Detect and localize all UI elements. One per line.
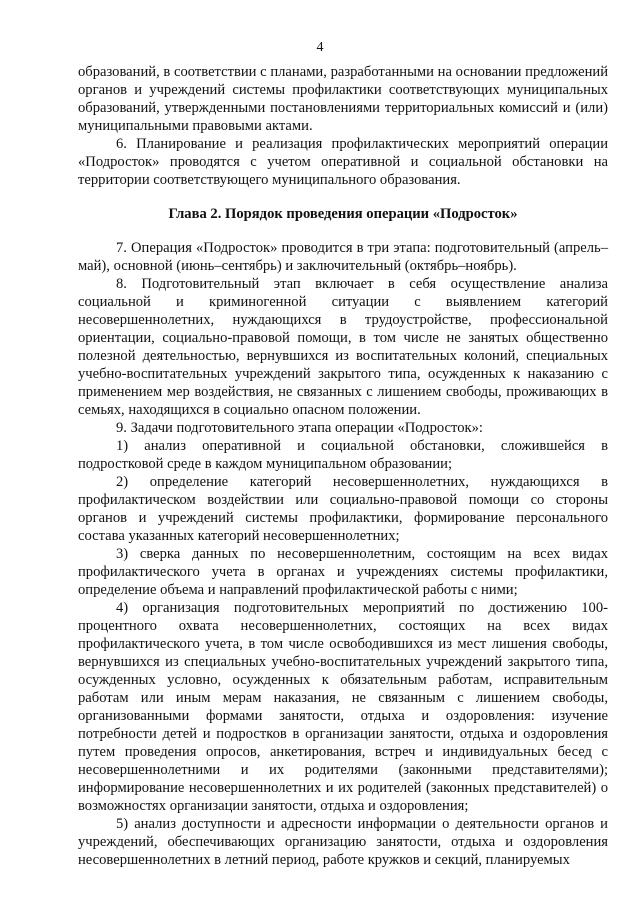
list-item-9-1: 1) анализ оперативной и социальной обстановки, сложившейся в подростковой среде в каждом муниципальном образовании; [78, 438, 608, 472]
chapter-title: Глава 2. Порядок проведения операции «Подросток» [168, 206, 518, 222]
list-item-9-2: 2) определение категорий несовершеннолетних, нуждающихся в профилактическом воздействии или социально-правовой помощи со стороны органов и учреждений системы профилактики, формирование персонального состава указанных категорий несовершеннолетних; [78, 474, 608, 544]
paragraph-9: 9. Задачи подготовительного этапа операции «Подросток»: [116, 420, 483, 436]
page-number: 4 [316, 40, 324, 55]
paragraph-continuation: образований, в соответствии с планами, разработанными на основании предложений органов и учреждений системы профилактики соответствующих муниципальных образований, утвержденными постановлениями территориальных комиссий и (или) муниципальными правовыми актами. [78, 64, 608, 134]
paragraph-8: 8. Подготовительный этап включает в себя осуществление анализа социальной и криминогенной ситуации с выявлением категорий несовершеннолетних, нуждающихся в трудоустройстве, профессиональной ориентации, социально-правовой помощи, в том числе не занятых общественно полезной деятельностью, вернувшихся из воспитательных колоний, специальных учебно-воспитательных учреждений закрытого типа, осужденных к наказанию с применением мер воздействия, не связанных с лишением свободы, проживающих в семьях, находящихся в социально опасном положении. [78, 276, 608, 418]
list-item-9-4: 4) организация подготовительных мероприятий по достижению 100-процентного охвата несовершеннолетних, состоящих на всех видах профилактического учета, в том числе освободившихся из мест лишения свободы, вернувшихся из специальных учебно-воспитательных учреждений закрытого типа, осужденных условно, осужденных к обязательным работам, исправительным работам или иным мерам наказания, не связанным с лишением свободы, организованными формами занятости, отдыха и оздоровления: изучение потребности детей и подростков в организации занятости, отдыха и оздоровления путем проведения опросов, анкетирования, встреч и индивидуальных бесед с несовершеннолетними и их родителями (законными представителями); информирование несовершеннолетних и их родителей (законных представителей) о возможностях организации занятости, отдыха и оздоровления; [78, 600, 608, 814]
paragraph-7: 7. Операция «Подросток» проводится в три этапа: подготовительный (апрель–май), основной (июнь–сентябрь) и заключительный (октябрь–ноябрь). [78, 240, 608, 274]
paragraph-6: 6. Планирование и реализация профилактических мероприятий операции «Подросток» проводятся с учетом оперативной и социальной обстановки на территории соответствующего муниципального образования. [78, 136, 608, 188]
document-body [78, 63, 608, 869]
list-item-9-3: 3) сверка данных по несовершеннолетним, состоящим на всех видах профилактического учета в органах и учреждениях системы профилактики, определение объема и направлений профилактической работы с ними; [78, 546, 608, 598]
list-item-9-5: 5) анализ доступности и адресности информации о деятельности органов и учреждений, обеспечивающих организацию занятости, отдыха и оздоровления несовершеннолетних в летний период, работе кружков и секций, планируемых [78, 816, 608, 868]
